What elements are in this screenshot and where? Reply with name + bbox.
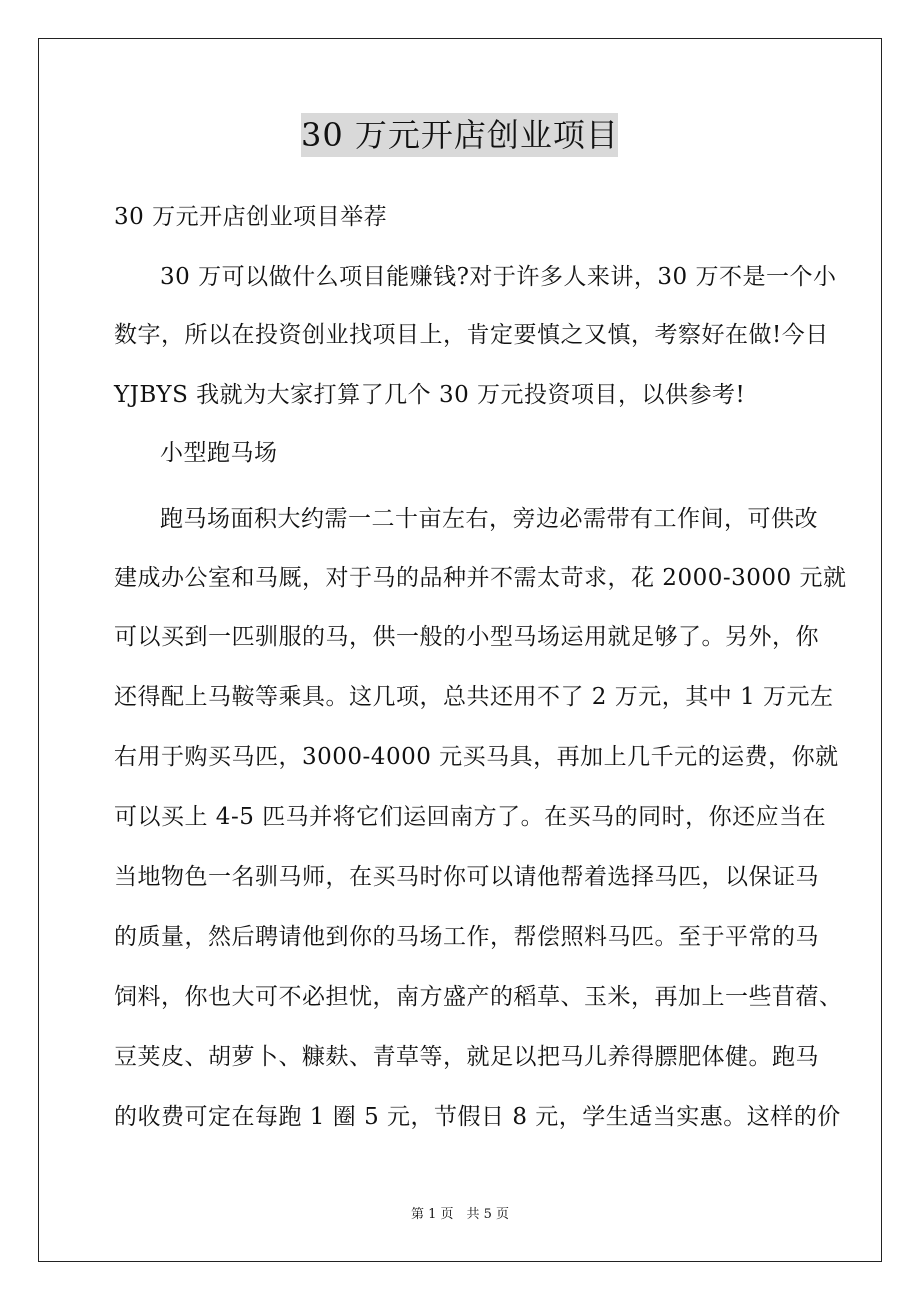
paragraph-line: 跑马场面积大约需一二十亩左右，旁边必需带有工作间，可供改 xyxy=(160,506,818,532)
paragraph-line: YJBYS 我就为大家打算了几个 30 万元投资项目，以供参考! xyxy=(114,382,746,408)
document-subtitle: 30 万元开店创业项目举荐 xyxy=(114,204,388,230)
paragraph-line: 30 万可以做什么项目能赚钱?对于许多人来讲，30 万不是一个小 xyxy=(160,264,837,290)
paragraph-line: 当地物色一名驯马师，在买马时你可以请他帮着选择马匹，以保证马 xyxy=(114,864,819,890)
paragraph-line: 可以买上 4-5 匹马并将它们运回南方了。在买马的同时，你还应当在 xyxy=(114,804,827,830)
paragraph-line: 还得配上马鞍等乘具。这几项，总共还用不了 2 万元，其中 1 万元左 xyxy=(114,684,834,710)
paragraph-line: 可以买到一匹驯服的马，供一般的小型马场运用就足够了。另外，你 xyxy=(114,624,819,650)
paragraph-line: 的质量，然后聘请他到你的马场工作，帮偿照料马匹。至于平常的马 xyxy=(114,924,819,950)
paragraph-line: 的收费可定在每跑 1 圈 5 元，节假日 8 元，学生适当实惠。这样的价 xyxy=(114,1104,841,1130)
paragraph-line: 豆荚皮、胡萝卜、糠麸、青草等，就足以把马儿养得膘肥体健。跑马 xyxy=(114,1044,819,1070)
paragraph-line: 右用于购买马匹，3000-4000 元买马具，再加上几千元的运费，你就 xyxy=(114,744,839,770)
document-title: 30 万元开店创业项目 xyxy=(301,113,618,157)
paragraph-line: 饲料，你也大可不必担忧，南方盛产的稻草、玉米，再加上一些苜蓿、 xyxy=(114,984,843,1010)
page-footer: 第 1 页 共 5 页 xyxy=(410,1207,510,1222)
paragraph-line: 数字，所以在投资创业找项目上，肯定要慎之又慎，考察好在做!今日 xyxy=(114,322,829,348)
section-heading: 小型跑马场 xyxy=(160,440,278,466)
paragraph-line: 建成办公室和马厩，对于马的品种并不需太苛求，花 2000-3000 元就 xyxy=(114,565,847,591)
